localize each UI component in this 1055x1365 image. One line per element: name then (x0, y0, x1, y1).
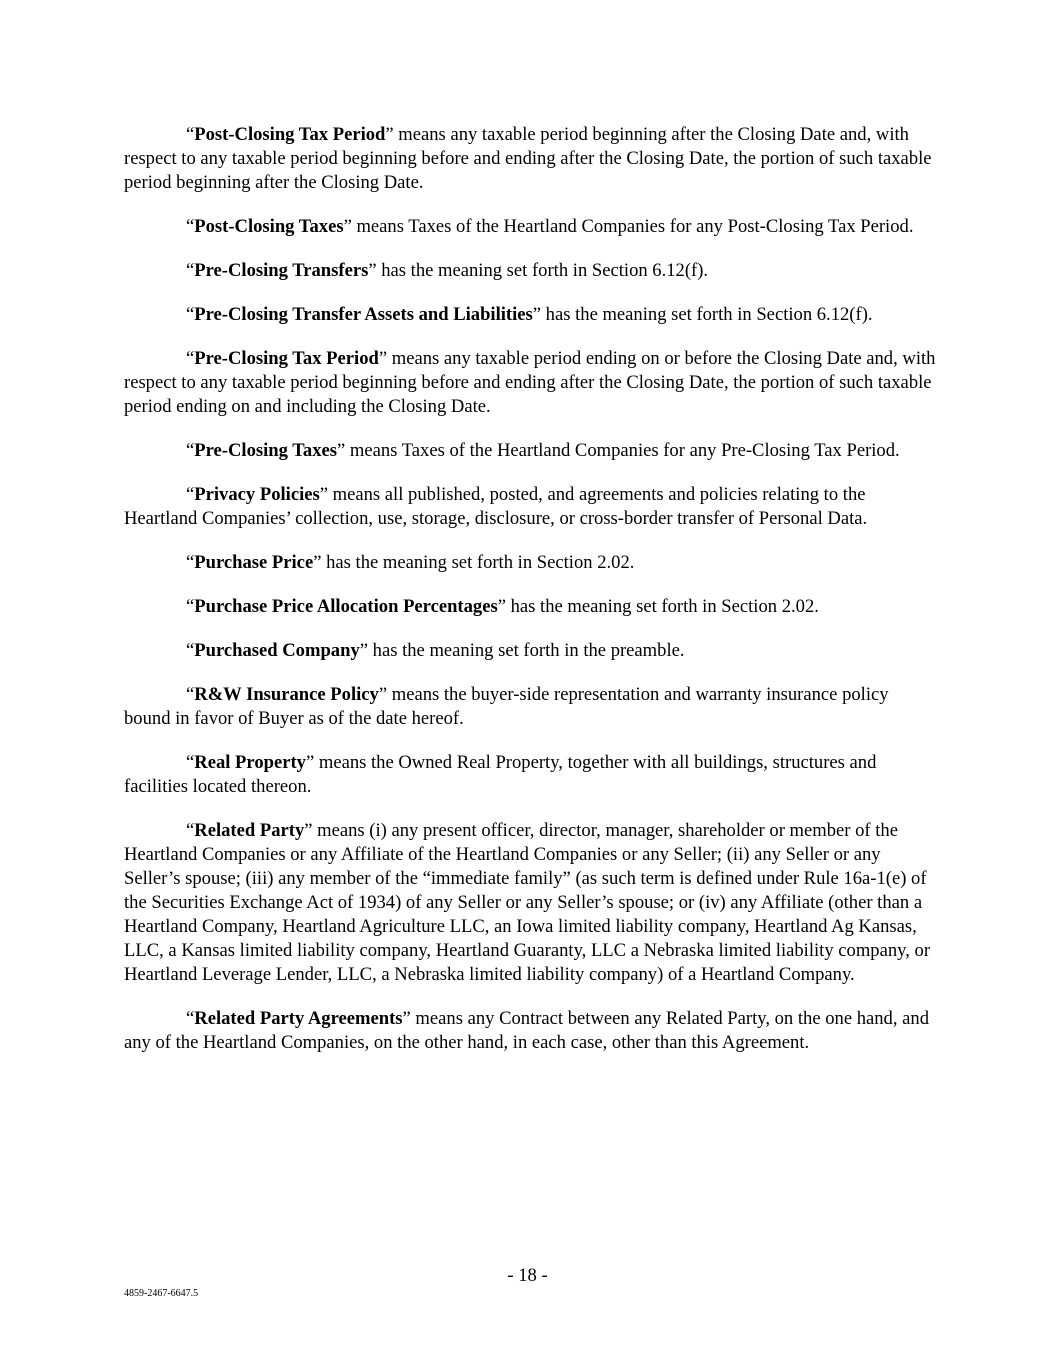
definition-text: ” means all published, posted, and agreements and policies relating to the Heartland Companies’ collection, use, storage, disclosure, or cross-border transfer of Personal Data. (124, 484, 868, 529)
definition-pre-closing-transfer-assets: “Pre-Closing Transfer Assets and Liabilities” has the meaning set forth in Section 6.12(f). (186, 304, 873, 325)
defined-term: Privacy Policies (194, 484, 320, 505)
definition-pre-closing-taxes: “Pre-Closing Taxes” means Taxes of the Heartland Companies for any Pre-Closing Tax Period. (186, 440, 900, 461)
definition-text: ” has the meaning set forth in the preamble. (359, 640, 685, 661)
defined-term: Purchase Price (194, 552, 314, 573)
definition-real-property: “Real Property” means the Owned Real Property, together with all buildings, structures and facilities located thereon. (124, 752, 877, 797)
definition-privacy-policies: “Privacy Policies” means all published, posted, and agreements and policies relating to the Heartland Companies’ collection, use, storage, disclosure, or cross-border transfer of Personal Data. (124, 484, 868, 529)
definition-related-party: “Related Party” means (i) any present officer, director, manager, shareholder or member of the Heartland Companies or any Affiliate of the Heartland Companies or any Seller; (ii) any Seller or any Seller’s spouse; (iii) any member of the “immediate family” (as such term is defined under Rule 16a-1(e) of the Securities Exchange Act of 1934) of any Seller or any Seller’s spouse; or (iv) any Affiliate (other than a Heartland Company, Heartland Agriculture LLC, an Iowa limited liability company, Heartland Ag Kansas, LLC, a Kansas limited liability company, Heartland Guaranty, LLC a Nebraska limited liability company, or Heartland Leverage Lender, LLC, a Nebraska limited liability company) of a Heartland Company. (124, 820, 931, 985)
defined-term: Post-Closing Tax Period (194, 124, 386, 145)
definition-text: ” means any taxable period ending on or before the Closing Date and, with respect to any taxable period beginning before and ending after the Closing Date, the portion of such taxable period ending on and including the Closing Date. (124, 348, 936, 417)
defined-term: Pre-Closing Taxes (194, 440, 338, 461)
definition-text: ” means Taxes of the Heartland Companies for any Pre-Closing Tax Period. (337, 440, 900, 461)
defined-term: R&W Insurance Policy (194, 684, 379, 705)
definition-text: ” means (i) any present officer, director, manager, shareholder or member of the Heartland Companies or any Affiliate of the Heartland Companies or any Seller; (ii) any Seller or any Seller’s spouse; (iii) any member of the “immediate family” (as such term is defined under Rule 16a-1(e) of the Securities Exchange Act of 1934) of any Seller or any Seller’s spouse; or (iv) any Affiliate (other than a Heartland Company, Heartland Agriculture LLC, an Iowa limited liability company, Heartland Ag Kansas, LLC, a Kansas limited liability company, Heartland Guaranty, LLC a Nebraska limited liability company, or Heartland Leverage Lender, LLC, a Nebraska limited liability company) of a Heartland Company. (124, 820, 931, 985)
definition-pre-closing-transfers: “Pre-Closing Transfers” has the meaning set forth in Section 6.12(f). (186, 260, 709, 281)
defined-term: Pre-Closing Transfers (194, 260, 369, 281)
definition-post-closing-tax-period: “Post-Closing Tax Period” means any taxable period beginning after the Closing Date and, with respect to any taxable period beginning before and ending after the Closing Date, the portion of such taxable period beginning after the Closing Date. (124, 124, 932, 193)
definition-rw-insurance-policy: “R&W Insurance Policy” means the buyer-side representation and warranty insurance policy bound in favor of Buyer as of the date hereof. (124, 684, 889, 729)
defined-term: Purchase Price Allocation Percentages (194, 596, 498, 617)
definition-text: ” means any taxable period beginning after the Closing Date and, with respect to any taxable period beginning before and ending after the Closing Date, the portion of such taxable period beginning after the Closing Date. (124, 124, 932, 193)
definition-purchased-company: “Purchased Company” has the meaning set forth in the preamble. (186, 640, 685, 661)
definition-post-closing-taxes: “Post-Closing Taxes” means Taxes of the Heartland Companies for any Post-Closing Tax Period. (186, 216, 914, 237)
definition-text: ” means Taxes of the Heartland Companies for any Post-Closing Tax Period. (343, 216, 914, 237)
definition-related-party-agreements: “Related Party Agreements” means any Contract between any Related Party, on the one hand, and any of the Heartland Companies, on the other hand, in each case, other than this Agreement. (124, 1008, 930, 1053)
definition-text: ” means any Contract between any Related Party, on the one hand, and any of the Heartland Companies, on the other hand, in each case, other than this Agreement. (124, 1008, 930, 1053)
defined-term: Related Party (194, 820, 305, 841)
definition-text: ” has the meaning set forth in Section 6.12(f). (532, 304, 873, 325)
document-id: 4859-2467-6647.5 (124, 1288, 199, 1299)
page-number: - 18 - (507, 1265, 548, 1286)
definition-text: ” has the meaning set forth in Section 6.12(f). (368, 260, 709, 281)
definition-purchase-price-allocation: “Purchase Price Allocation Percentages” has the meaning set forth in Section 2.02. (186, 596, 819, 617)
definition-text: ” has the meaning set forth in Section 2.02. (497, 596, 819, 617)
definition-text: ” means the Owned Real Property, together with all buildings, structures and facilities located thereon. (124, 752, 877, 797)
definition-pre-closing-tax-period: “Pre-Closing Tax Period” means any taxable period ending on or before the Closing Date and, with respect to any taxable period beginning before and ending after the Closing Date, the portion of such taxable period ending on and including the Closing Date. (124, 348, 936, 417)
defined-term: Pre-Closing Tax Period (194, 348, 379, 369)
defined-term: Related Party Agreements (194, 1008, 403, 1029)
defined-term: Purchased Company (194, 640, 360, 661)
defined-term: Pre-Closing Transfer Assets and Liabilities (194, 304, 533, 325)
definition-text: ” has the meaning set forth in Section 2.02. (313, 552, 635, 573)
definition-purchase-price: “Purchase Price” has the meaning set forth in Section 2.02. (186, 552, 635, 573)
definitions-list (124, 123, 936, 1075)
defined-term: Post-Closing Taxes (194, 216, 344, 237)
defined-term: Real Property (194, 752, 306, 773)
definition-text: ” means the buyer-side representation and warranty insurance policy bound in favor of Buyer as of the date hereof. (124, 684, 889, 729)
